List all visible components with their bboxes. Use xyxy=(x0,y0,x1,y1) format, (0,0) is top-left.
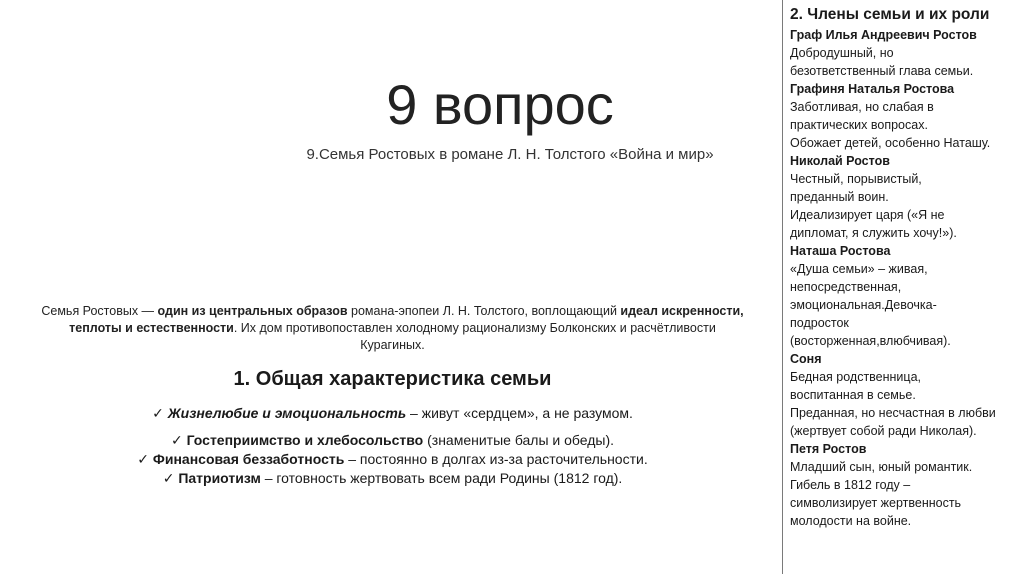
member-description-line: Гибель в 1812 году – xyxy=(790,478,911,492)
slide-subtitle: 9.Семья Ростовых в романе Л. Н. Толстого «Война и мир» xyxy=(306,146,714,163)
member-description-line: Добродушный, но xyxy=(790,46,894,60)
checkmark-icon: ✓ xyxy=(162,470,175,486)
members-heading: 2. Члены семьи и их роли xyxy=(790,6,990,23)
family-members-panel xyxy=(790,4,1020,530)
member-description-line: Младший сын, юный романтик. xyxy=(790,460,973,474)
traits-list xyxy=(10,404,775,488)
member-name: Наташа Ростова xyxy=(790,244,891,258)
trait-text: – живут «сердцем», а не разумом. xyxy=(406,405,633,421)
trait-item xyxy=(10,404,775,423)
section-title: 1. Общая характеристика семьи xyxy=(233,368,552,390)
member-description-line: подросток xyxy=(790,316,849,330)
trait-text: – постоянно в долгах из-за расточительности. xyxy=(344,451,648,467)
member-description-line: «Душа семьи» – живая, xyxy=(790,262,928,276)
checkmark-icon: ✓ xyxy=(152,405,164,421)
member-block xyxy=(790,242,1020,350)
member-block xyxy=(790,80,1020,152)
slide-title: 9 вопрос xyxy=(386,73,614,136)
member-block xyxy=(790,152,1020,242)
member-description-line: Честный, порывистый, xyxy=(790,172,922,186)
intro-text: Семья Ростовых — xyxy=(41,304,158,318)
intro-text: . Их дом противопоставлен холодному рационализму Болконских и расчётливости xyxy=(233,321,716,335)
intro-bold: один из центральных образов xyxy=(157,304,348,318)
member-description-line: Бедная родственница, xyxy=(790,370,921,384)
member-block xyxy=(790,26,1020,80)
trait-title: Патриотизм xyxy=(178,470,261,486)
member-name: Соня xyxy=(790,352,822,366)
member-description-line: преданный воин. xyxy=(790,190,889,204)
trait-title: Гостеприимство и хлебосольство xyxy=(186,432,424,448)
member-block xyxy=(790,350,1020,440)
trait-item xyxy=(10,469,775,488)
member-description-line: практических вопросах. xyxy=(790,118,928,132)
member-description-line: символизирует жертвенность xyxy=(790,496,962,510)
member-description-line: Идеализирует царя («Я не xyxy=(790,208,945,222)
member-description-line: (восторженная,влюбчивая). xyxy=(790,334,951,348)
member-description-line: безответственный глава семьи. xyxy=(790,64,974,78)
member-description-line: Заботливая, но слабая в xyxy=(790,100,934,114)
intro-text: романа-эпопеи Л. Н. Толстого, воплощающий xyxy=(347,304,621,318)
vertical-divider xyxy=(782,0,783,574)
member-block xyxy=(790,440,1020,530)
trait-title: Жизнелюбие и эмоциональность xyxy=(167,405,407,421)
member-name: Графиня Наталья Ростова xyxy=(790,82,955,96)
member-description-line: молодости на войне. xyxy=(790,514,912,528)
checkmark-icon: ✓ xyxy=(137,451,150,467)
member-description-line: дипломат, я служить хочу!»). xyxy=(790,226,957,240)
member-name: Петя Ростов xyxy=(790,442,867,456)
member-description-line: непосредственная, xyxy=(790,280,902,294)
trait-text: – готовность жертвовать всем ради Родины (1812 год). xyxy=(260,470,623,486)
member-name: Граф Илья Андреевич Ростов xyxy=(790,28,977,42)
trait-text: (знаменитые балы и обеды). xyxy=(423,432,615,448)
intro-bold: идеал искренности, xyxy=(620,304,744,318)
member-description-line: эмоциональная.Девочка- xyxy=(790,298,937,312)
intro-paragraph xyxy=(10,303,775,354)
intro-bold: теплоты и естественности xyxy=(69,321,234,335)
member-description-line: Обожает детей, особенно Наташу. xyxy=(790,136,991,150)
member-description-line: воспитанная в семье. xyxy=(790,388,916,402)
member-description-line: Преданная, но несчастная в любви xyxy=(790,406,996,420)
members-list xyxy=(790,26,1020,530)
member-name: Николай Ростов xyxy=(790,154,890,168)
trait-title: Финансовая беззаботность xyxy=(152,451,345,467)
intro-text: Курагиных. xyxy=(360,338,425,352)
member-description-line: (жертвует собой ради Николая). xyxy=(790,424,977,438)
checkmark-icon: ✓ xyxy=(170,432,183,448)
trait-item xyxy=(10,431,775,450)
trait-item xyxy=(10,450,775,469)
